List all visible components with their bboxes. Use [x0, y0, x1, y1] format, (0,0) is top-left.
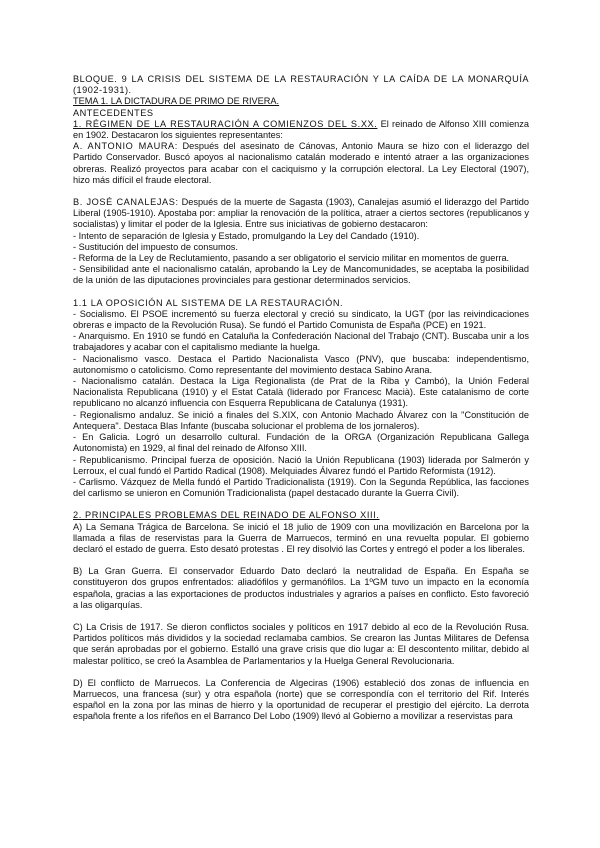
- tema-title: TEMA 1. LA DICTADURA DE PRIMO DE RIVERA.: [73, 96, 280, 107]
- problem-c-paragraph: C) La Crisis de 1917. Se dieron conflictos sociales y políticos en 1917 debido al eco de la Revolución Rusa. Partidos políticos más divididos y la sociedad reclamaba cambios. Se crearon las Juntas Militares de Defensa que serán aprobadas por el gobierno. Estalló una grave crisis que dio lugar a: El descontento militar, debido al malestar político, se creó la Asamblea de Parlamentarios y la Huelga General Revolucionaria.: [73, 621, 529, 666]
- list-item: - Intento de separación de Iglesia y Estado, promulgando la Ley del Candado (1910).: [73, 230, 420, 241]
- maura-heading: A. ANTONIO MAURA:: [73, 141, 178, 152]
- problem-b-paragraph: B) La Gran Guerra. El conservador Eduardo Dato declaró la neutralidad de España. En España se constituyeron dos grupos enfrentados: aliadófilos y germanófilos. La 1ºGM tuvo un impacto en la economía española, gracias a las exportaciones de productos industriales y agrarios a países en conflicto. Esto favoreció a las oligarquías.: [73, 566, 529, 610]
- spacer: [73, 667, 529, 678]
- maura-text: Después del asesinato de Cánovas, Antonio Maura se hizo con el liderazgo del Partido Conservador. Buscó apoyos al nacionalismo catalán moderado e intentó atraer a las organizaciones obreras. Realizó proyectos para acabar con el caciquismo y la corrupción electoral. La Ley Electoral (1907), hizo más difícil el fraude electoral.: [73, 141, 529, 185]
- spacer: [73, 611, 529, 622]
- canalejas-heading: B. JOSÉ CANALEJAS:: [73, 197, 179, 208]
- list-item: - Republicanismo. Principal fuerza de oposición. Nació la Unión Republicana (1903) liderada por Salmerón y Lerroux, el cual fundó el Partido Radical (1908). Melquiades Álvarez fundó el Partido Reformista (1912).: [73, 454, 529, 476]
- problems-heading: 2. PRINCIPALES PROBLEMAS DEL REINADO DE ALFONSO XIII.: [73, 510, 380, 521]
- list-item: - Nacionalismo vasco. Destaca el Partido Nacionalista Vasco (PNV), que buscaba: independentismo, autonomismo o catolicismo. Como representante del movimiento destaca Sabino Arana.: [73, 353, 529, 375]
- problem-d-paragraph: D) El conflicto de Marruecos. La Conferencia de Algeciras (1906) estableció dos zonas de influencia en Marruecos, una francesa (sur) y otra española (norte) que se correspondía con el territorio del Rif. Interés español en la zona por las minas de hierro y la oportunidad de recuperar el prestigio del ejército. La derrota española frente a los rifeños en el Barranco Del Lobo (1909) llevó al Gobierno a movilizar a reservistas para: [73, 677, 529, 722]
- problem-a-paragraph: A) La Semana Trágica de Barcelona. Se inició el 18 julio de 1909 con una movilización en Barcelona por la llamada a filas de reservistas para la Guerra de Marruecos, terminó en una revuelta popular. El gobierno declaró el estado de guerra. Esto desató protestas . El rey disolvió las Cortes y entregó el poder a los liberales.: [73, 521, 529, 554]
- section-1-heading: 1. RÉGIMEN DE LA RESTAURACIÓN A COMIENZOS DEL S.XX.: [73, 118, 378, 129]
- maura-paragraph: [73, 141, 529, 186]
- list-item: - Socialismo. El PSOE incrementó su fuerza electoral y creció su sindicato, la UGT (por las reivindicaciones obreras e impacto de la Revolución Rusa). Se fundó el Partido Comunista de España (PCE) en 1921.: [73, 308, 529, 331]
- canalejas-paragraph: [73, 197, 529, 231]
- opposition-heading: 1.1 LA OPOSICIÓN AL SISTEMA DE LA RESTAURACIÓN.: [73, 297, 344, 308]
- list-item: - En Galicia. Logró un desarrollo cultural. Fundación de la ORGA (Organización Republicana Gallega Autonomista) en 1929, al final del reinado de Alfonso XIII.: [73, 432, 529, 454]
- antecedentes-label: ANTECEDENTES: [73, 107, 154, 118]
- list-item: - Anarquismo. En 1910 se fundó en Cataluña la Confederación Nacional del Trabajo (CNT). Buscaba unir a los trabajadores y acabar con el capitalismo mediante la huelga.: [73, 331, 529, 353]
- document-title: BLOQUE. 9 LA CRISIS DEL SISTEMA DE LA RESTAURACIÓN Y LA CAÍDA DE LA MONARQUÍA (1902-1931).: [73, 74, 529, 96]
- list-item: - Nacionalismo catalán. Destaca la Liga Regionalista (de Prat de la Riba y Cambó), la Unión Federal Nacionalista Republicana (1910) y el Estat Català (liderado por Francesc Macià). Este catalanismo de corte republicano no alcanzó influencia con Esquerra Republicana de Catalunya (1931).: [73, 376, 529, 409]
- list-item: - Reforma de la Ley de Reclutamiento, pasando a ser obligatorio el servicio militar en momentos de guerra.: [73, 253, 510, 264]
- spacer: [73, 186, 529, 197]
- list-item: - Carlismo. Vázquez de Mella fundó el Partido Tradicionalista (1919). Con la Segunda República, las facciones del carlismo se unieron en Comunión Tradicionalista (papel destacado durante la Guerra Civil).: [73, 476, 529, 499]
- list-item: - Regionalismo andaluz. Se inició a finales del S.XIX, con Antonio Machado Álvarez con la "Constitución de Antequera". Destaca Blas Infante (buscaba solucionar el problema de los jornaleros).: [73, 409, 529, 431]
- canalejas-text: Después de la muerte de Sagasta (1903), Canalejas asumió el liderazgo del Partido Liberal (1905-1910). Apostaba por: ampliar la renovación de la política, atraer a ciertos sectores (republicanos y socialistas) y limitar el poder de la Iglesia. Entre sus iniciativas de gobierno destacaron:: [73, 197, 530, 230]
- spacer: [73, 287, 529, 298]
- section-1-paragraph: [73, 119, 529, 141]
- section-1-intro: El reinado de Alfonso XIII comienza en 1902. Destacaron los siguientes representantes:: [73, 118, 529, 141]
- spacer: [73, 555, 529, 566]
- document-page: [73, 74, 529, 723]
- spacer: [73, 499, 529, 510]
- list-item: - Sensibilidad ante el nacionalismo catalán, aprobando la Ley de Mancomunidades, se aceptaba la posibilidad de la unión de las diputaciones provinciales para gestionar determinados servicios.: [73, 264, 529, 286]
- list-item: - Sustitución del impuesto de consumos.: [73, 241, 238, 252]
